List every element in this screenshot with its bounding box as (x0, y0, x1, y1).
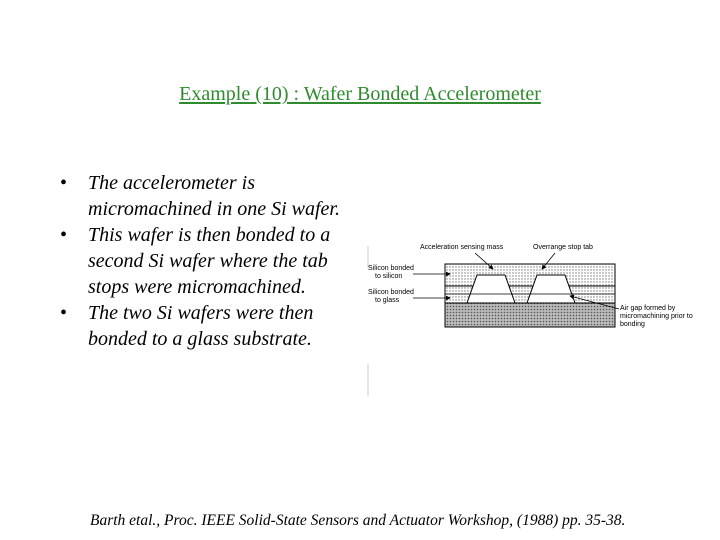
bullet-text: This wafer is then bonded to a second Si wafer where the tab stops were micromachined. (88, 224, 331, 298)
glass-substrate (445, 303, 615, 327)
bullet-item (58, 300, 358, 352)
label-air-gap-line2: micromachining prior to (620, 313, 693, 320)
label-overrange-tab: Overrange stop tab (533, 244, 593, 251)
top-silicon-wafer (445, 264, 615, 286)
label-sensing-mass: Acceleration sensing mass (420, 244, 504, 251)
bullet-icon: • (60, 224, 68, 246)
bullet-list (58, 170, 358, 352)
label-si-si-line1: Silicon bonded (368, 265, 414, 272)
label-si-glass-line1: Silicon bonded (368, 289, 414, 296)
bullet-icon: • (60, 302, 68, 324)
citation: Barth etal., Proc. IEEE Solid-State Sensors and Actuator Workshop, (1988) pp. 35-38. (90, 512, 626, 529)
bullet-text: The two Si wafers were then bonded to a glass substrate. (88, 302, 314, 350)
bullet-icon: • (60, 172, 68, 194)
accelerometer-cross-section-diagram (365, 236, 693, 396)
bullet-item (58, 170, 358, 222)
bullet-item (58, 222, 358, 300)
label-air-gap-line1: Air gap formed by (620, 305, 676, 312)
label-air-gap-line3: bonding (620, 321, 645, 328)
label-si-si-line2: to silicon (375, 273, 403, 280)
slide-title: Example (10) : Wafer Bonded Accelerometer (179, 83, 541, 105)
label-si-glass-line2: to glass (375, 297, 400, 304)
bullet-text: The accelerometer is micromachined in one Si wafer. (88, 172, 341, 220)
